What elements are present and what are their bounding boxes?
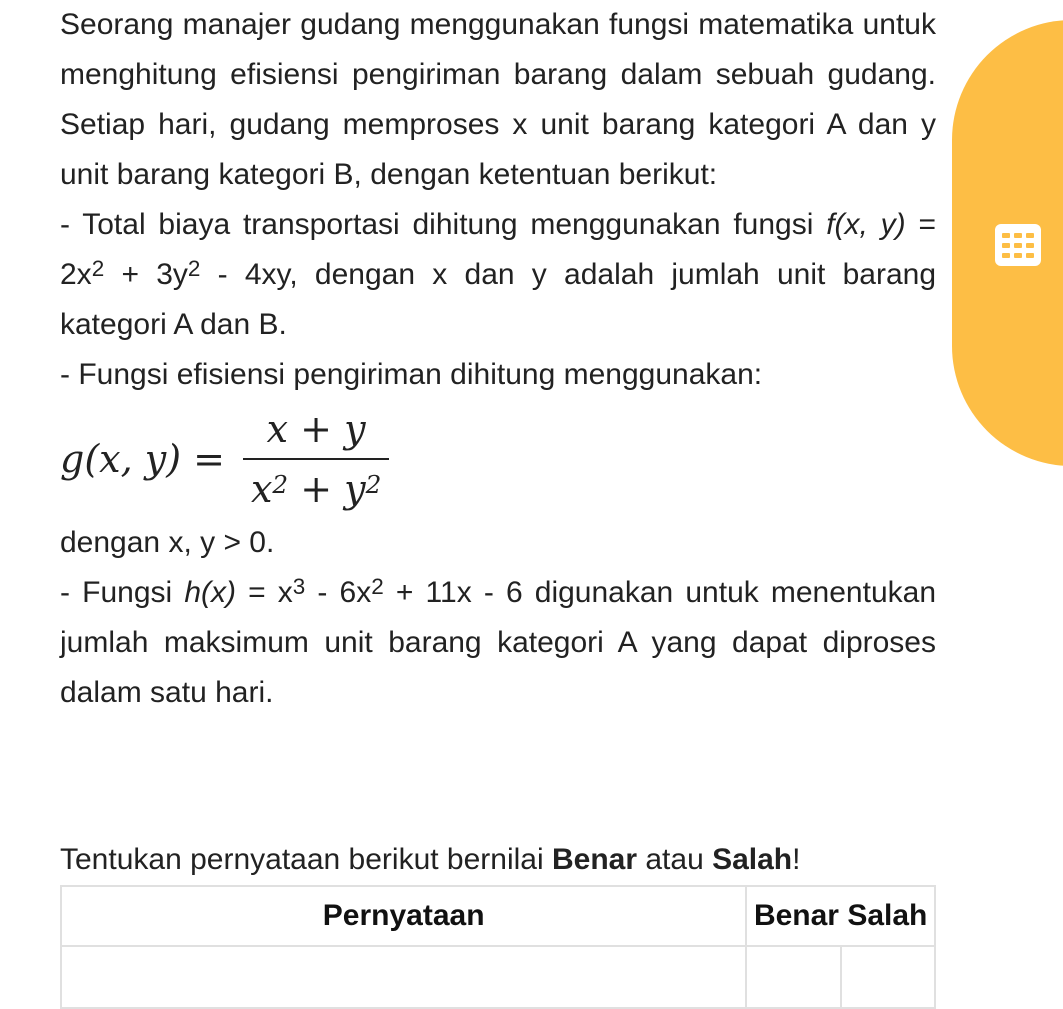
- benar-choice-cell[interactable]: [746, 946, 841, 1008]
- efficiency-formula: [60, 400, 936, 518]
- problem-text: [60, 0, 936, 718]
- salah-choice-cell[interactable]: [841, 946, 935, 1008]
- formula-fraction: [243, 404, 389, 514]
- statement-cell: [61, 946, 746, 1008]
- question-prompt: Tentukan pernyataan berikut bernilai Benar atau Salah!: [60, 843, 801, 876]
- formula-lhs: g(x, y) =: [60, 437, 225, 481]
- domain-condition: dengan x, y > 0.: [60, 526, 275, 559]
- intro-paragraph: Seorang manajer gudang menggunakan fungsi matematika untuk menghitung efisiensi pengiriman barang dalam sebuah gudang. Setiap hari, gudang memproses x unit barang kategori A dan y unit barang kategori B, dengan ketentuan berikut:: [60, 8, 936, 191]
- fraction-denominator: $x^2 + y^2$: [250, 467, 382, 511]
- bullet-transport-cost: - Total biaya transportasi dihitung menggunakan fungsi f(x, $y) = 2x^2 + 3y^2 - 4xy$, dengan x dan y adalah jumlah unit barang kategori A dan B.: [60, 208, 937, 341]
- salah-label: Salah: [712, 843, 793, 876]
- header-statement: Pernyataan: [61, 886, 746, 946]
- bullet-efficiency: - Fungsi efisiensi pengiriman dihitung menggunakan:: [60, 358, 763, 391]
- table-row: [61, 946, 935, 1008]
- header-benar-salah: Benar Salah: [746, 886, 935, 946]
- table-header-row: [61, 886, 935, 946]
- bullet-max-units: - Fungsi $h(x) = x^3 - 6x^2 + 11x - 6$ digunakan untuk menentukan jumlah maksimum unit barang kategori A yang dapat diproses dalam satu hari.: [60, 574, 936, 709]
- benar-label: Benar: [551, 843, 638, 876]
- statement-table: [60, 885, 936, 1009]
- function-h: h(x): [184, 576, 236, 609]
- function-f: f(x, y): [826, 208, 906, 241]
- fraction-numerator: x + y: [266, 407, 366, 451]
- grid-icon[interactable]: [995, 224, 1041, 266]
